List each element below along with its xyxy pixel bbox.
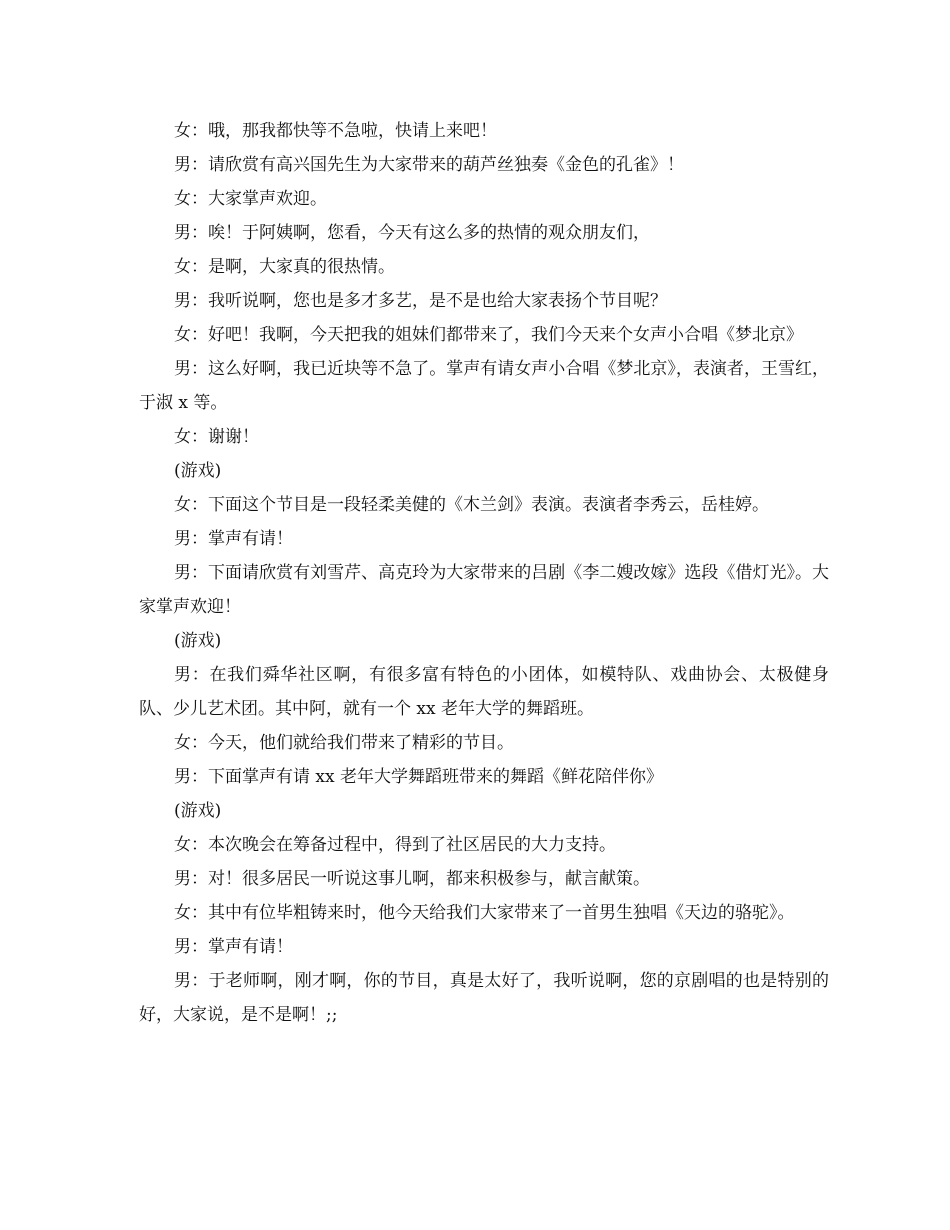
paragraph: 女：今天，他们就给我们带来了精彩的节目。 bbox=[174, 733, 514, 753]
paragraph: 女：是啊，大家真的很热情。 bbox=[174, 257, 395, 277]
paragraph: 男：这么好啊，我已近块等不急了。掌声有请女声小合唱《梦北京》，表演者，王雪红，于淑 x 等。 bbox=[139, 359, 829, 413]
document-body bbox=[139, 114, 829, 1032]
paragraph: 女：好吧！我啊，今天把我的姐妹们都带来了，我们今天来个女声小合唱《梦北京》 bbox=[174, 325, 803, 345]
paragraph: 男：下面掌声有请 xx 老年大学舞蹈班带来的舞蹈《鲜花陪伴你》 bbox=[174, 767, 663, 787]
paragraph: 女：大家掌声欢迎。 bbox=[174, 189, 327, 209]
paragraph: 女：哦，那我都快等不急啦，快请上来吧！ bbox=[174, 121, 497, 141]
paragraph: 男：掌声有请！ bbox=[174, 937, 293, 957]
stage-direction: (游戏) bbox=[174, 801, 222, 821]
paragraph: 男：在我们舜华社区啊，有很多富有特色的小团体，如模特队、戏曲协会、太极健身队、少儿艺术团。其中阿，就有一个 xx 老年大学的舞蹈班。 bbox=[139, 665, 829, 719]
stage-direction: (游戏) bbox=[174, 461, 222, 481]
paragraph: 女：本次晚会在筹备过程中，得到了社区居民的大力支持。 bbox=[174, 835, 616, 855]
stage-direction: (游戏) bbox=[174, 631, 222, 651]
paragraph: 男：唉！于阿姨啊，您看，今天有这么多的热情的观众朋友们， bbox=[174, 223, 650, 243]
paragraph: 男：对！很多居民一听说这事儿啊，都来积极参与，献言献策。 bbox=[174, 869, 650, 889]
paragraph: 男：请欣赏有高兴国先生为大家带来的葫芦丝独奏《金色的孔雀》！ bbox=[174, 155, 684, 175]
paragraph: 男：下面请欣赏有刘雪芹、高克玲为大家带来的吕剧《李二嫂改嫁》选段《借灯光》。大家掌声欢迎！ bbox=[139, 563, 829, 617]
paragraph: 男：于老师啊，刚才啊，你的节目，真是太好了，我听说啊，您的京剧唱的也是特别的好，大家说，是不是啊！;; bbox=[139, 971, 829, 1025]
paragraph: 女：下面这个节目是一段轻柔美健的《木兰剑》表演。表演者李秀云，岳桂婷。 bbox=[174, 495, 769, 515]
paragraph: 男：掌声有请！ bbox=[174, 529, 293, 549]
paragraph: 女：谢谢！ bbox=[174, 427, 259, 447]
paragraph: 男：我听说啊，您也是多才多艺，是不是也给大家表扬个节目呢？ bbox=[174, 291, 667, 311]
paragraph: 女：其中有位毕粗铸来时，他今天给我们大家带来了一首男生独唱《天边的骆驼》。 bbox=[174, 903, 795, 923]
